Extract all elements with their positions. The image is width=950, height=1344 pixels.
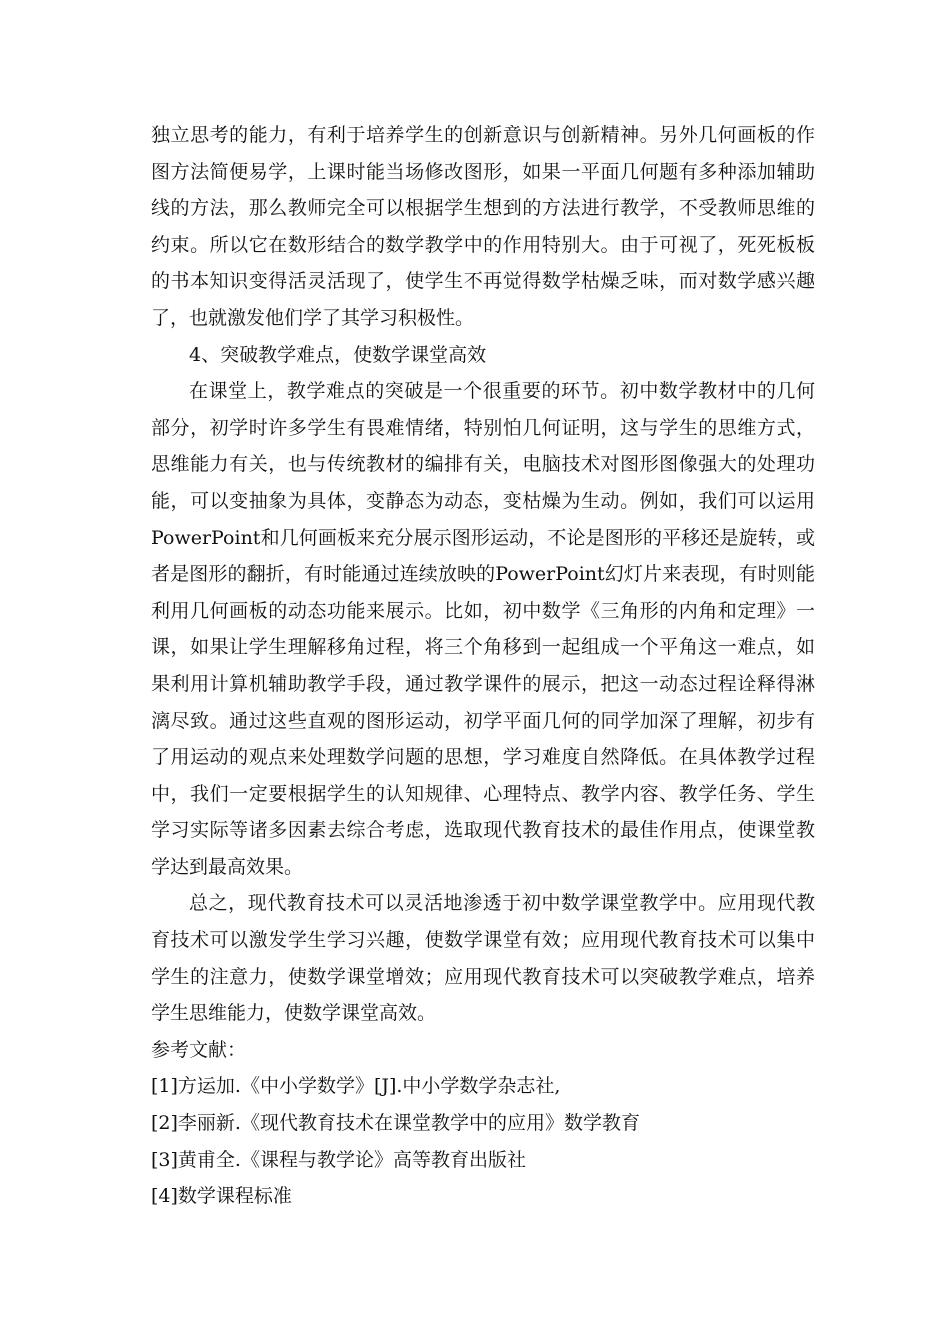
reference-item-3: [3]黄甫全.《课程与教学论》高等教育出版社 bbox=[151, 1148, 526, 1171]
section-4-heading: 4、突破教学难点，使数学课堂高效 bbox=[189, 343, 487, 366]
paragraph-section-4: 在课堂上，教学难点的突破是一个很重要的环节。初中数学教材中的几何部分，初学时许多学生有畏难情绪，特别怕几何证明，这与学生的思维方式，思维能力有关，也与传统教材的编排有关，电脑技术对图形图像强大的处理功能，可以变抽象为具体，变静态为动态，变枯燥为生动。例如，我们可以运用PowerPoint和几何画板来充分展示图形运动，不论是图形的平移还是旋转，或者是图形的翻折，有时能通过连续放映的PowerPoint幻灯片来表现，有时则能利用几何画板的动态功能来展示。比如，初中数学《三角形的内角和定理》一课，如果让学生理解移角过程，将三个角移到一起组成一个平角这一难点，如果利用计算机辅助教学手段，通过教学课件的展示，把这一动态过程诠释得淋漓尽致。通过这些直观的图形运动，初学平面几何的同学加深了理解，初步有了用运动的观点来处理数学问题的思想，学习难度自然降低。在具体教学过程中，我们一定要根据学生的认知规律、心理特点、教学内容、教学任务、学生学习实际等诸多因素去综合考虑，选取现代教育技术的最佳作用点，使课堂教学达到最高效果。 bbox=[151, 380, 815, 878]
reference-item-4: [4]数学课程标准 bbox=[151, 1185, 292, 1208]
paragraph-continued: 独立思考的能力，有利于培养学生的创新意识与创新精神。另外几何画板的作图方法简便易学，上课时能当场修改图形，如果一平面几何题有多种添加辅助线的方法，那么教师完全可以根据学生想到的方法进行教学，不受教师思维的约束。所以它在数形结合的数学教学中的作用特别大。由于可视了，死死板板的书本知识变得活灵活现了，使学生不再觉得数学枯燥乏味，而对数学感兴趣了，也就激发他们学了其学习积极性。 bbox=[151, 124, 815, 329]
references-title: 参考文献： bbox=[151, 1038, 247, 1061]
paragraph-conclusion: 总之，现代教育技术可以灵活地渗透于初中数学课堂教学中。应用现代教育技术可以激发学生学习兴趣，使数学课堂有效；应用现代教育技术可以集中学生的注意力，使数学课堂增效；应用现代教育技术可以突破教学难点，培养学生思维能力，使数学课堂高效。 bbox=[151, 892, 815, 1025]
document-body bbox=[151, 117, 815, 1215]
reference-item-2: [2]李丽新.《现代教育技术在课堂教学中的应用》数学教育 bbox=[151, 1112, 640, 1135]
reference-item-1: [1]方运加.《中小学数学》[J].中小学数学杂志社, bbox=[151, 1075, 561, 1098]
